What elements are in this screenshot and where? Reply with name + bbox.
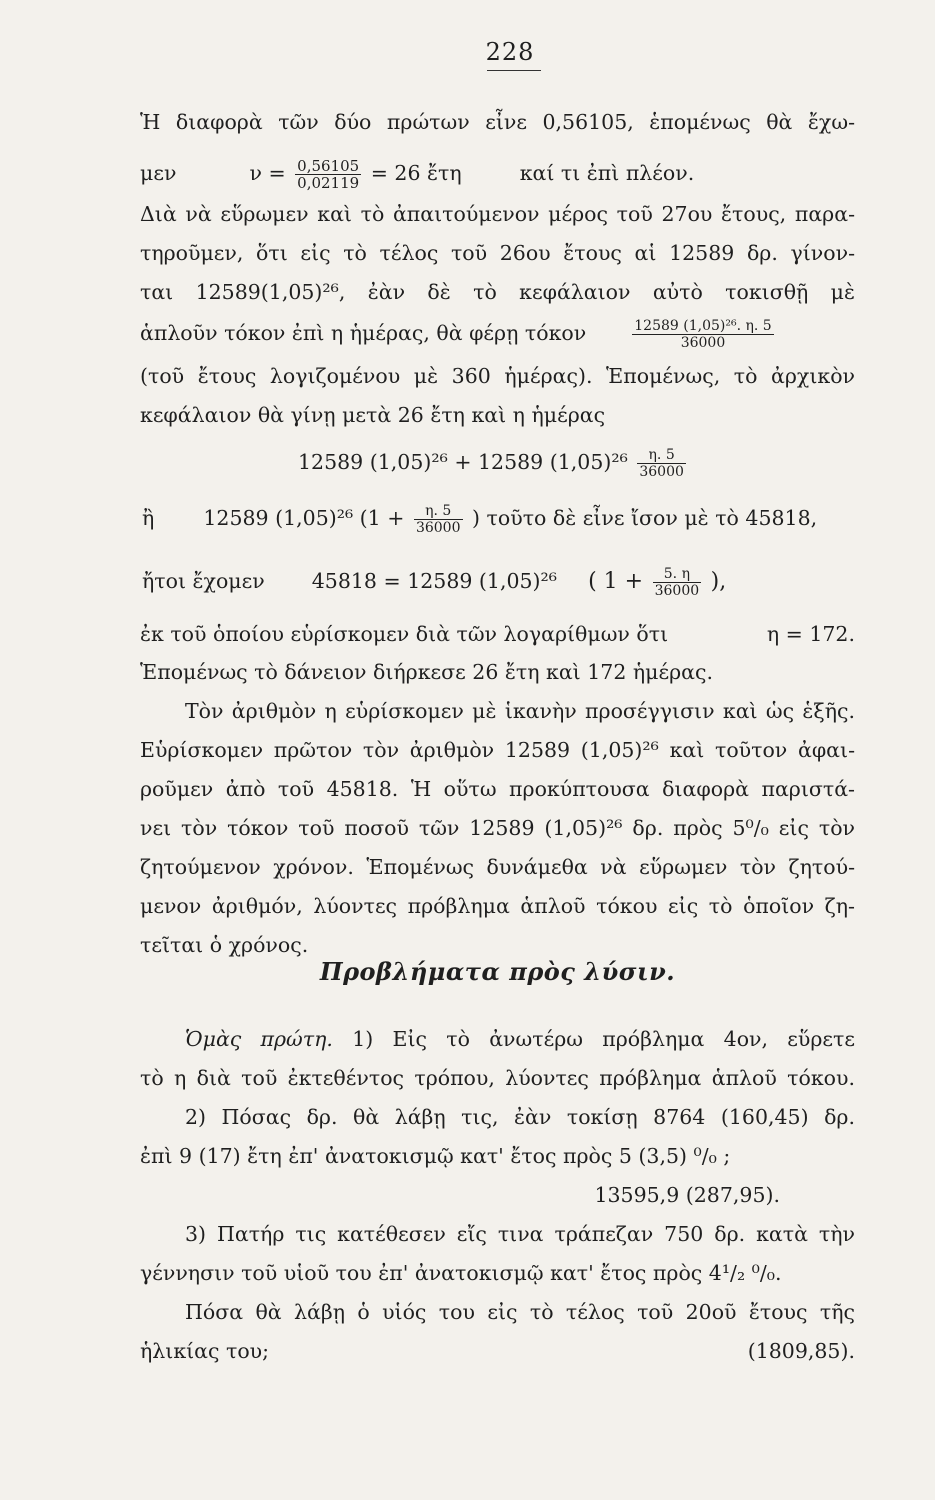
text-line: 2) Πόσας δρ. θὰ λάβῃ τις, ἐὰν τοκίσῃ 8764 (160,45) δρ. xyxy=(185,1105,855,1129)
text-line: τεῖται ὁ χρόνος. xyxy=(140,933,309,957)
fraction xyxy=(295,158,361,191)
equation-text: ἤτοι ἔχομεν xyxy=(142,569,265,593)
text-line: μενον ἀριθμόν, λύοντες πρόβλημα ἁπλοῦ τόκου εἰς τὸ ὁποῖον ζη- xyxy=(140,894,855,918)
text-line: γέννησιν τοῦ υἱοῦ του ἐπ' ἀνατοκισμῷ κατ' ἔτος πρὸς 4¹/₂ ⁰/₀. xyxy=(140,1261,782,1285)
group-label: Ὁμὰς πρώτη. xyxy=(185,1027,333,1051)
text-fragment: ν = xyxy=(249,161,286,185)
answer-line: 13595,9 (287,95). xyxy=(594,1183,780,1207)
fraction-numerator: 12589 (1,05)²⁶. η. 5 xyxy=(634,318,772,334)
text-line: ται 12589(1,05)²⁶, ἐὰν δὲ τὸ κεφάλαιον αὐτὸ τοκισθῇ μὲ xyxy=(140,280,855,304)
section-heading: Προβλήματα πρὸς λύσιν. xyxy=(319,957,676,986)
fraction-numerator: 0,56105 xyxy=(297,157,360,175)
fraction-denominator: 0,02119 xyxy=(297,174,360,192)
fraction xyxy=(632,318,773,351)
fraction xyxy=(414,503,463,536)
text-fragment: η = 172. xyxy=(766,622,855,646)
equation-text: 12589 (1,05)²⁶ + 12589 (1,05)²⁶ xyxy=(298,450,628,474)
equation-line xyxy=(142,566,726,599)
text-line: Εὑρίσκομεν πρῶτον τὸν ἀριθμὸν 12589 (1,05)²⁶ καὶ τοῦτον ἀφαι- xyxy=(140,738,855,762)
fraction-numerator: η. 5 xyxy=(414,503,463,520)
equation-text: ( 1 + xyxy=(588,569,644,594)
text-fragment: ἐκ τοῦ ὁποίου εὑρίσκομεν διὰ τῶν λογαρίθμων ὅτι xyxy=(140,622,669,646)
text-fragment: = 26 ἔτη xyxy=(370,161,462,185)
equation-line xyxy=(142,503,817,536)
text-line: (τοῦ ἔτους λογιζομένου μὲ 360 ἡμέρας). Ἑπομένως, τὸ ἀρχικὸν xyxy=(140,364,855,388)
text-line: τὸ η διὰ τοῦ ἐκτεθέντος τρόπου, λύοντες πρόβλημα ἁπλοῦ τόκου. xyxy=(140,1066,855,1090)
text-fragment: ἁπλοῦν τόκον ἐπὶ η ἡμέρας, θὰ φέρῃ τόκον xyxy=(140,321,587,345)
fraction xyxy=(653,566,702,599)
equation-text: 12589 (1,05)²⁶ (1 + xyxy=(203,506,405,530)
equation-text: ), xyxy=(710,569,727,594)
fraction-denominator: 36000 xyxy=(680,335,726,351)
text-line: ἐπὶ 9 (17) ἔτη ἐπ' ἀνατοκισμῷ κατ' ἔτος πρὸς 5 (3,5) ⁰/₀ ; xyxy=(140,1144,731,1168)
text-fragment: καί τι ἐπὶ πλέον. xyxy=(519,161,695,185)
text-fragment: μεν xyxy=(140,161,177,185)
equation-line xyxy=(298,447,689,480)
equation-text: 45818 = 12589 (1,05)²⁶ xyxy=(311,569,557,593)
page-number: 228 xyxy=(485,38,535,66)
text-line: Πόσα θὰ λάβῃ ὁ υἱός του εἰς τὸ τέλος τοῦ 20οῦ ἔτους τῆς xyxy=(185,1300,855,1324)
fraction xyxy=(637,447,686,480)
equation-text: ἢ xyxy=(142,506,155,530)
text-line xyxy=(140,1337,855,1365)
text-line xyxy=(185,1025,855,1053)
text-line: Τὸν ἀριθμὸν η εὑρίσκομεν μὲ ἱκανὴν προσέγγισιν καὶ ὡς ἑξῆς. xyxy=(185,699,855,723)
text-line xyxy=(140,620,855,648)
text-line: τηροῦμεν, ὅτι εἰς τὸ τέλος τοῦ 26ου ἔτους αἱ 12589 δρ. γίνον- xyxy=(140,241,855,265)
fraction-denominator: 36000 xyxy=(639,464,684,480)
page-number-rule xyxy=(487,70,541,71)
text-line: Ἡ διαφορὰ τῶν δύο πρώτων εἶνε 0,56105, ἑπομένως θὰ ἔχω- xyxy=(140,110,855,134)
text-fragment: ἡλικίας του; xyxy=(140,1339,270,1363)
text-line: νει τὸν τόκον τοῦ ποσοῦ τῶν 12589 (1,05)²⁶ δρ. πρὸς 5⁰/₀ εἰς τὸν xyxy=(140,816,855,840)
text-line xyxy=(140,158,855,191)
fraction-denominator: 36000 xyxy=(654,583,700,599)
text-line: ζητούμενον χρόνον. Ἑπομένως δυνάμεθα νὰ εὕρωμεν τὸν ζητού- xyxy=(140,855,855,879)
answer-text: (1809,85). xyxy=(747,1339,855,1363)
fraction-denominator: 36000 xyxy=(415,520,461,536)
fraction-numerator: η. 5 xyxy=(637,447,686,464)
text-line: Ἑπομένως τὸ δάνειον διήρκεσε 26 ἔτη καὶ 172 ἡμέρας. xyxy=(140,660,713,684)
text-line: Διὰ νὰ εὕρωμεν καὶ τὸ ἀπαιτούμενον μέρος τοῦ 27ου ἔτους, παρα- xyxy=(140,202,855,226)
text-line xyxy=(140,318,855,351)
text-line: κεφάλαιον θὰ γίνῃ μετὰ 26 ἔτη καὶ η ἡμέρας xyxy=(140,403,606,427)
fraction-numerator: 5. η xyxy=(653,566,702,583)
text-fragment: 1) Εἰς τὸ ἀνωτέρω πρόβλημα 4ον, εὕρετε xyxy=(352,1027,855,1051)
equation-text: ) τοῦτο δὲ εἶνε ἴσον μὲ τὸ 45818, xyxy=(472,506,818,530)
text-line: ροῦμεν ἀπὸ τοῦ 45818. Ἡ οὕτω προκύπτουσα διαφορὰ παριστά- xyxy=(140,777,855,801)
text-line: 3) Πατήρ τις κατέθεσεν εἴς τινα τράπεζαν 750 δρ. κατὰ τὴν xyxy=(185,1222,855,1246)
